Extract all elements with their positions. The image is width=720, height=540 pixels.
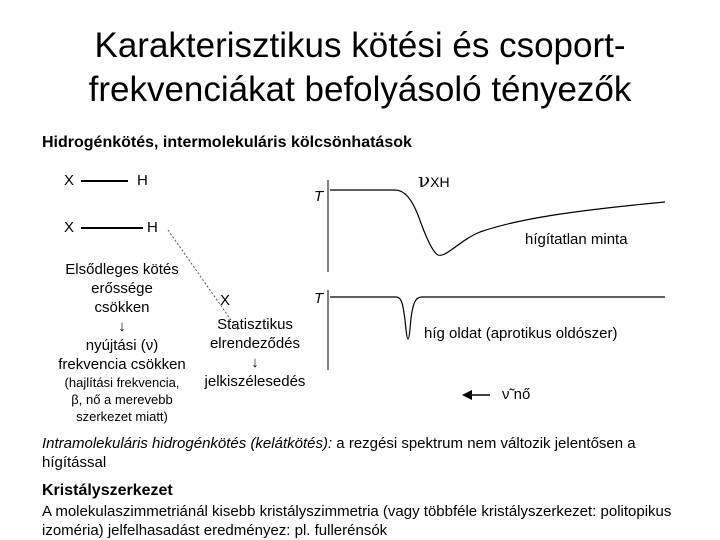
primary-line: Elsődleges kötés — [65, 261, 179, 278]
primary-bond-text — [44, 260, 200, 374]
intramolecular-note — [42, 434, 692, 472]
dilute-label: híg oldat (aprotikus oldószer) — [424, 325, 618, 342]
primary-note-line: β, nő a merevebb — [71, 392, 173, 407]
intramolecular-rest: a rezgési spektrum nem változik jelentősen a hígítással — [42, 435, 636, 471]
primary-line: csökken — [94, 299, 150, 316]
section-heading-hydrogen-bond: Hidrogénkötés, intermolekuláris kölcsönhatások — [42, 134, 412, 151]
slide-title-line2: frekvenciákat befolyásoló tényezők — [88, 70, 632, 109]
bond1-h: H — [137, 172, 148, 189]
stat-arrow: ↓ — [251, 354, 259, 371]
primary-note-line: szerkezet miatt) — [76, 409, 168, 424]
t-label-bottom: T — [314, 290, 324, 307]
stat-line: elrendeződés — [209, 335, 301, 352]
nu-xh-label — [418, 168, 450, 192]
bond1-x: X — [64, 172, 75, 189]
primary-line: nyújtási (ν) — [85, 337, 159, 354]
primary-line: erőssége — [91, 280, 153, 297]
slide-title-line1: Karakterisztikus kötési és csoport- — [94, 26, 626, 65]
arrow-head-left-icon — [462, 390, 472, 400]
crystal-text: A molekulaszimmetriánál kisebb kristályszimmetria (vagy többféle kristályszerkezet: politopikus izoméria) jelfelhasadást eredményez: pl. fulleréns​ók — [42, 503, 672, 539]
stat-line: Statisztikus — [217, 316, 293, 333]
t-label-top: T — [314, 188, 324, 205]
stat-line: jelkiszélesedés — [204, 373, 306, 390]
bond2-h: H — [147, 219, 158, 236]
undiluted-label: hígítatlan minta — [525, 231, 628, 248]
primary-line: frekvencia csökken — [58, 356, 186, 373]
section-heading-crystal: Kristályszerkezet — [42, 482, 173, 499]
bond2-x: X — [64, 219, 75, 236]
primary-note-text — [44, 374, 200, 425]
nu-subscript: XH — [430, 174, 450, 190]
nu-symbol: ν — [418, 168, 431, 192]
statistical-text — [190, 315, 320, 391]
primary-arrow: ↓ — [118, 318, 126, 335]
wavenumber-increase-label: ν̃ nő — [502, 386, 531, 403]
middle-x-label: X — [220, 292, 231, 309]
primary-note-line: (hajlítási frekvencia, — [64, 375, 180, 390]
intramolecular-term: Intramolekuláris hidrogénkötés (kelátkötés): — [42, 435, 333, 452]
